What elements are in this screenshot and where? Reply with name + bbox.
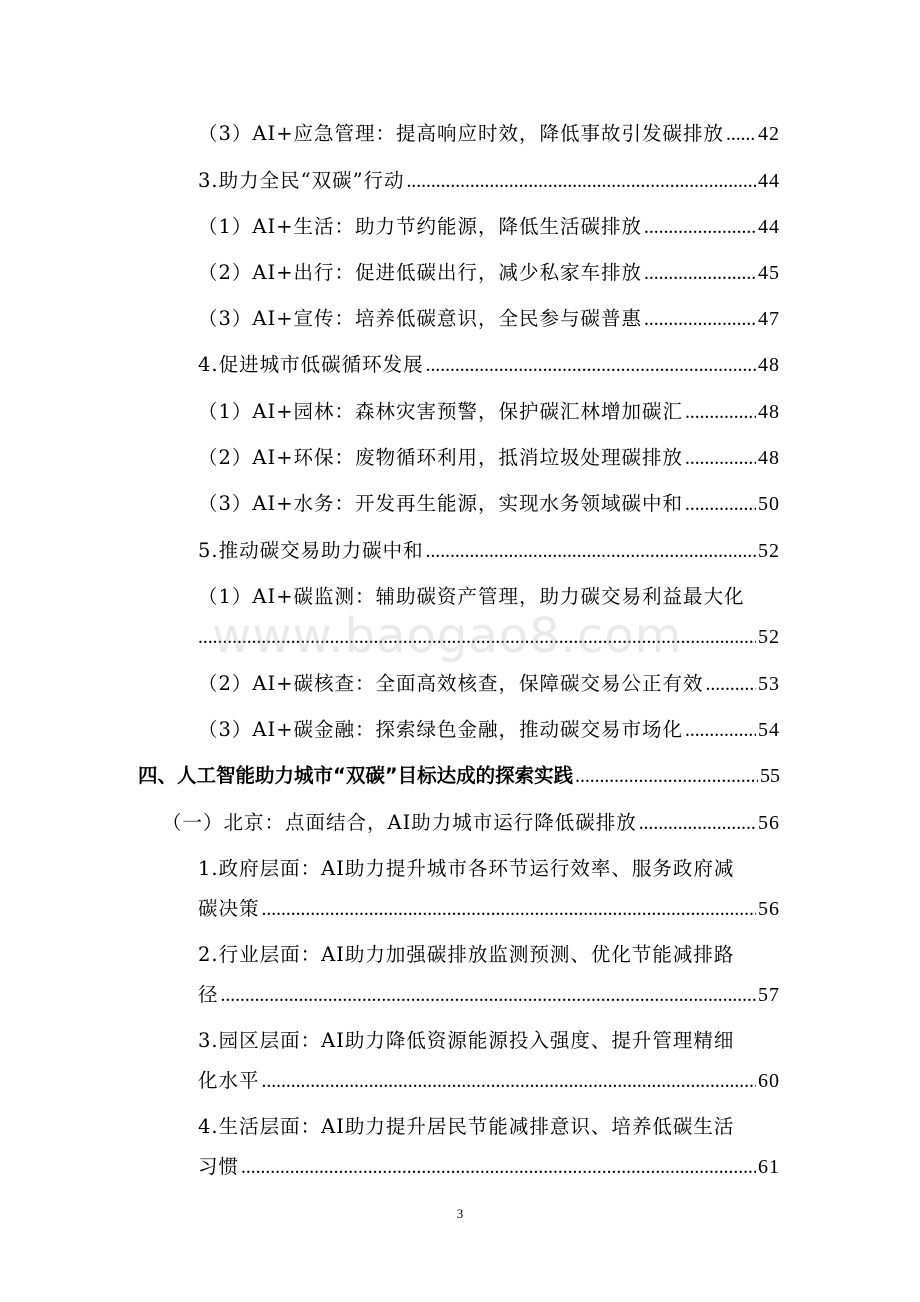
dot-leader [262,1068,756,1096]
dot-leader [685,717,756,745]
toc-entry[interactable] [198,1027,780,1055]
toc-entry-page: 55 [760,765,780,787]
dot-leader [426,538,756,566]
toc-entry[interactable] [198,537,780,566]
toc-entry-title: （3）AI+应急管理：提高响应时效，降低事故引发碳排放 [198,122,725,145]
toc-entry-page: 54 [758,719,780,741]
toc-entry-chapter[interactable] [138,762,780,791]
toc-entry-title: 3.园区层面：AI助力降低资源能源投入强度、提升管理精细 [198,1029,735,1052]
toc-entry[interactable] [198,120,780,149]
toc-entry[interactable] [198,490,780,519]
toc-entry-page: 53 [758,673,780,695]
dot-leader [685,399,756,427]
toc-entry-page: 57 [758,984,780,1006]
dot-leader [644,260,756,288]
toc-entry-title: 1.政府层面：AI助力提升城市各环节运行效率、服务政府减 [198,857,735,880]
dot-leader [426,352,756,380]
toc-entry-title: 化水平 [198,1069,260,1092]
toc-entry-continuation[interactable] [198,895,780,924]
toc-entry-page: 61 [758,1156,780,1178]
dot-leader [644,214,756,242]
toc-entry-page: 56 [758,898,780,920]
dot-leader [407,168,756,196]
toc-entry-title: （1）AI+园林：森林灾害预警，保护碳汇林增加碳汇 [198,400,684,423]
toc-entry-title: （2）AI+出行：促进低碳出行，减少私家车排放 [198,261,643,284]
toc-entry[interactable] [198,855,780,883]
toc-entry-page: 44 [758,170,780,192]
toc-entry[interactable] [198,583,780,611]
toc-entry-title: （2）AI+环保：废物循环利用，抵消垃圾处理碳排放 [198,446,684,469]
dot-leader [685,445,756,473]
toc-entry-page: 60 [758,1070,780,1092]
toc-entry-page: 47 [758,308,780,330]
dot-leader [726,121,756,149]
toc-entry-title: （1）AI+生活：助力节约能源，降低生活碳排放 [198,215,643,238]
dot-leader [644,306,756,334]
toc-entry-continuation[interactable] [198,1153,780,1182]
dot-leader [639,810,756,838]
toc-entry-title: 5.推动碳交易助力碳中和 [198,539,424,562]
toc-entry-continuation[interactable] [198,1067,780,1096]
toc-entry[interactable] [198,716,780,745]
toc-entry-page: 48 [758,354,780,376]
toc-entry[interactable] [198,670,780,699]
page-number: 3 [456,1206,464,1221]
toc-entry[interactable] [198,398,780,427]
toc-entry-page: 48 [758,401,780,423]
toc-entry-page: 48 [758,447,780,469]
toc-entry-title: （2）AI+碳核查：全面高效核查，保障碳交易公正有效 [198,672,704,695]
toc-entry[interactable] [198,259,780,288]
toc-entry-title: 3.助力全民“双碳”行动 [198,169,405,192]
toc-entry-continuation[interactable] [198,623,780,652]
toc-entry[interactable] [198,167,780,196]
toc-entry-section[interactable] [162,809,780,838]
toc-entry-title: （3）AI+宣传：培养低碳意识，全民参与碳普惠 [198,307,643,330]
dot-leader [262,896,756,924]
toc-entry-title: 2.行业层面：AI助力加强碳排放监测预测、优化节能减排路 [198,943,735,966]
toc-entry-title: 4.促进城市低碳循环发展 [198,353,424,376]
watermark: www.baogao8.com [212,608,683,664]
toc-entry-title: （3）AI+水务：开发再生能源，实现水务领域碳中和 [198,492,684,515]
toc-entry-continuation[interactable] [198,981,780,1010]
toc-entry-title: 径 [198,983,219,1006]
dot-leader [198,624,756,652]
toc-entry-title: 碳决策 [198,897,260,920]
toc-entry-page: 50 [758,493,780,515]
toc-entry-page: 56 [758,812,780,834]
toc-entry-page: 45 [758,262,780,284]
toc-entry-title: 四、人工智能助力城市“双碳”目标达成的探索实践 [138,764,574,787]
dot-leader [706,671,756,699]
toc-entry[interactable] [198,305,780,334]
toc-entry-title: （一）北京：点面结合，AI助力城市运行降低碳排放 [162,811,637,834]
toc-entry-page: 52 [758,540,780,562]
dot-leader [575,763,758,791]
toc-entry[interactable] [198,351,780,380]
toc-entry-page: 44 [758,216,780,238]
dot-leader [685,491,756,519]
toc-entry-title: 习惯 [198,1155,240,1178]
toc-entry[interactable] [198,941,780,969]
toc-entry-title: （3）AI+碳金融：探索绿色金融，推动碳交易市场化 [198,718,684,741]
dot-leader [221,982,756,1010]
toc-entry-title: （1）AI+碳监测：辅助碳资产管理，助力碳交易利益最大化 [198,585,745,608]
toc-entry-page: 52 [758,626,780,648]
toc-entry[interactable] [198,1113,780,1141]
toc-entry[interactable] [198,213,780,242]
dot-leader [241,1154,756,1182]
toc-entry-title: 4.生活层面：AI助力提升居民节能减排意识、培养低碳生活 [198,1115,735,1138]
toc-entry-page: 42 [758,123,780,145]
toc-entry[interactable] [198,444,780,473]
